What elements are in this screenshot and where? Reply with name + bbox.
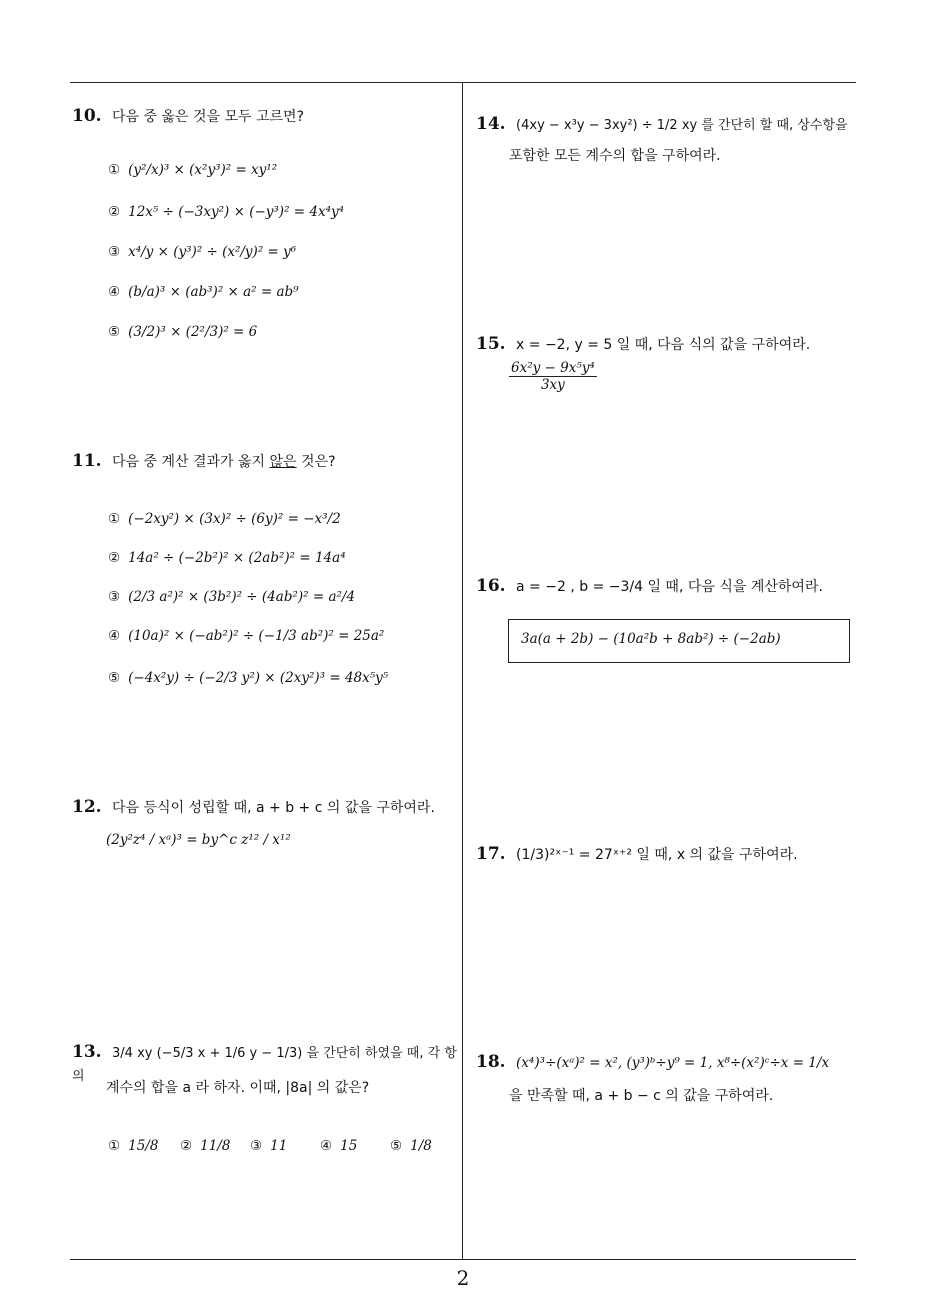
question-stem: 다음 등식이 성립할 때, a + b + c 의 값을 구하여라.	[112, 800, 435, 816]
question-stem	[112, 454, 336, 470]
q10-option-1[interactable]	[108, 162, 277, 178]
q10-option-5[interactable]	[108, 324, 257, 340]
option-number: ①	[108, 511, 121, 527]
answer-box	[508, 619, 850, 663]
option-number: ①	[108, 1138, 121, 1154]
option-number: ④	[320, 1138, 333, 1154]
question-stem-line2: 계수의 합을 a 라 하자. 이때, |8a| 의 값은?	[106, 1080, 370, 1096]
q11-option-2[interactable]	[108, 550, 346, 566]
question-14-line2	[509, 146, 721, 167]
equation: (2y²z⁴ / xᵃ)³ = by^c z¹² / x¹²	[106, 832, 291, 848]
page-number: 2	[456, 1266, 470, 1290]
q13-option-3[interactable]	[250, 1138, 287, 1154]
question-10	[72, 104, 304, 130]
q11-option-5[interactable]	[108, 670, 388, 686]
option-number: ①	[108, 162, 121, 178]
q13-option-5[interactable]	[390, 1138, 432, 1154]
option-number: ⑤	[390, 1138, 403, 1154]
option-expression: (−2xy²) × (3x)² ÷ (6y)² = −x³/2	[128, 511, 341, 527]
option-value: 15	[340, 1138, 358, 1154]
question-12	[72, 795, 435, 821]
column-divider	[462, 82, 463, 1260]
question-stem-line1: (x⁴)³÷(xᵃ)² = x², (y³)ᵇ÷y⁹ = 1, x⁸÷(x²)ᶜ÷x = 1/x	[516, 1055, 830, 1071]
question-stem: x = −2, y = 5 일 때, 다음 식의 값을 구하여라.	[516, 337, 811, 353]
q15-fraction	[509, 360, 597, 393]
q11-option-4[interactable]	[108, 628, 384, 644]
option-value: 11/8	[200, 1138, 231, 1154]
question-number: 12.	[72, 797, 102, 817]
q10-option-4[interactable]	[108, 284, 299, 300]
question-stem-line2: 을 만족할 때, a + b − c 의 값을 구하여라.	[509, 1088, 774, 1104]
option-number: ③	[108, 589, 121, 605]
bottom-rule	[70, 1259, 856, 1260]
question-number: 17.	[476, 844, 506, 864]
option-expression: (3/2)³ × (2²/3)² = 6	[128, 324, 258, 340]
question-number: 16.	[476, 576, 506, 596]
option-value: 11	[270, 1138, 288, 1154]
option-number: ②	[108, 550, 121, 566]
question-stem: a = −2 , b = −3/4 일 때, 다음 식을 계산하여라.	[516, 579, 823, 595]
option-number: ②	[108, 204, 121, 220]
q11-option-3[interactable]	[108, 589, 355, 605]
option-expression: 14a² ÷ (−2b²)² × (2ab²)² = 14a⁴	[128, 550, 346, 566]
option-number: ③	[250, 1138, 263, 1154]
option-expression: (b/a)³ × (ab³)² × a² = ab⁹	[128, 284, 299, 300]
q10-option-2[interactable]	[108, 204, 344, 220]
question-number: 14.	[476, 114, 506, 134]
option-expression: (10a)² × (−ab²)² ÷ (−1/3 ab²)² = 25a²	[128, 628, 385, 644]
option-number: ④	[108, 628, 121, 644]
question-15	[476, 332, 810, 358]
boxed-expression: 3a(a + 2b) − (10a²b + 8ab²) ÷ (−2ab)	[521, 631, 781, 647]
option-number: ②	[180, 1138, 193, 1154]
option-value: 15/8	[128, 1138, 159, 1154]
question-number: 18.	[476, 1052, 506, 1072]
stem-underlined: 않은	[269, 454, 297, 470]
question-17	[476, 842, 798, 868]
q12-expression	[106, 832, 291, 848]
question-13-line2	[106, 1078, 369, 1099]
option-value: 1/8	[410, 1138, 432, 1154]
q10-option-3[interactable]	[108, 244, 296, 260]
question-number: 10.	[72, 106, 102, 126]
q11-option-1[interactable]	[108, 511, 341, 527]
question-14	[476, 112, 856, 138]
question-number: 11.	[72, 451, 102, 471]
option-number: ③	[108, 244, 121, 260]
numerator: 6x²y − 9x⁵y⁴	[511, 360, 595, 376]
question-stem-line2: 포함한 모든 계수의 합을 구하여라.	[509, 148, 721, 164]
question-stem: 다음 중 옳은 것을 모두 고르면?	[112, 109, 305, 125]
question-stem-line1: (4xy − x³y − 3xy²) ÷ 1/2 xy 를 간단히 할 때, 상수항을	[516, 118, 848, 133]
question-stem-line1: 3/4 xy (−5/3 x + 1/6 y − 1/3) 을 간단히 하였을 때, 각 항의	[72, 1046, 457, 1084]
stem-pre: 다음 중 계산 결과가 옳지	[112, 454, 270, 470]
stem-post: 것은?	[296, 454, 336, 470]
question-number: 15.	[476, 334, 506, 354]
q13-option-4[interactable]	[320, 1138, 357, 1154]
option-number: ④	[108, 284, 121, 300]
question-16	[476, 574, 823, 600]
denominator: 3xy	[540, 377, 565, 393]
option-expression: x⁴/y × (y³)² ÷ (x²/y)² = y⁶	[128, 244, 297, 260]
option-number: ⑤	[108, 670, 121, 686]
option-expression: 12x⁵ ÷ (−3xy²) × (−y³)² = 4x⁴y⁴	[128, 204, 345, 220]
option-expression: (2/3 a²)² × (3b²)² ÷ (4ab²)² = a²/4	[128, 589, 356, 605]
option-expression: (y²/x)³ × (x²y³)² = xy¹²	[128, 162, 278, 178]
question-18-line2	[509, 1086, 773, 1107]
question-stem: (1/3)²ˣ⁻¹ = 27ˣ⁺² 일 때, x 의 값을 구하여라.	[516, 847, 798, 863]
option-expression: (−4x²y) ÷ (−2/3 y²) × (2xy²)³ = 48x⁵y⁵	[128, 670, 389, 686]
question-18	[476, 1050, 860, 1076]
option-number: ⑤	[108, 324, 121, 340]
question-number: 13.	[72, 1042, 102, 1062]
question-11	[72, 449, 336, 475]
top-rule	[70, 82, 856, 83]
q13-option-2[interactable]	[180, 1138, 230, 1154]
q13-option-1[interactable]	[108, 1138, 158, 1154]
